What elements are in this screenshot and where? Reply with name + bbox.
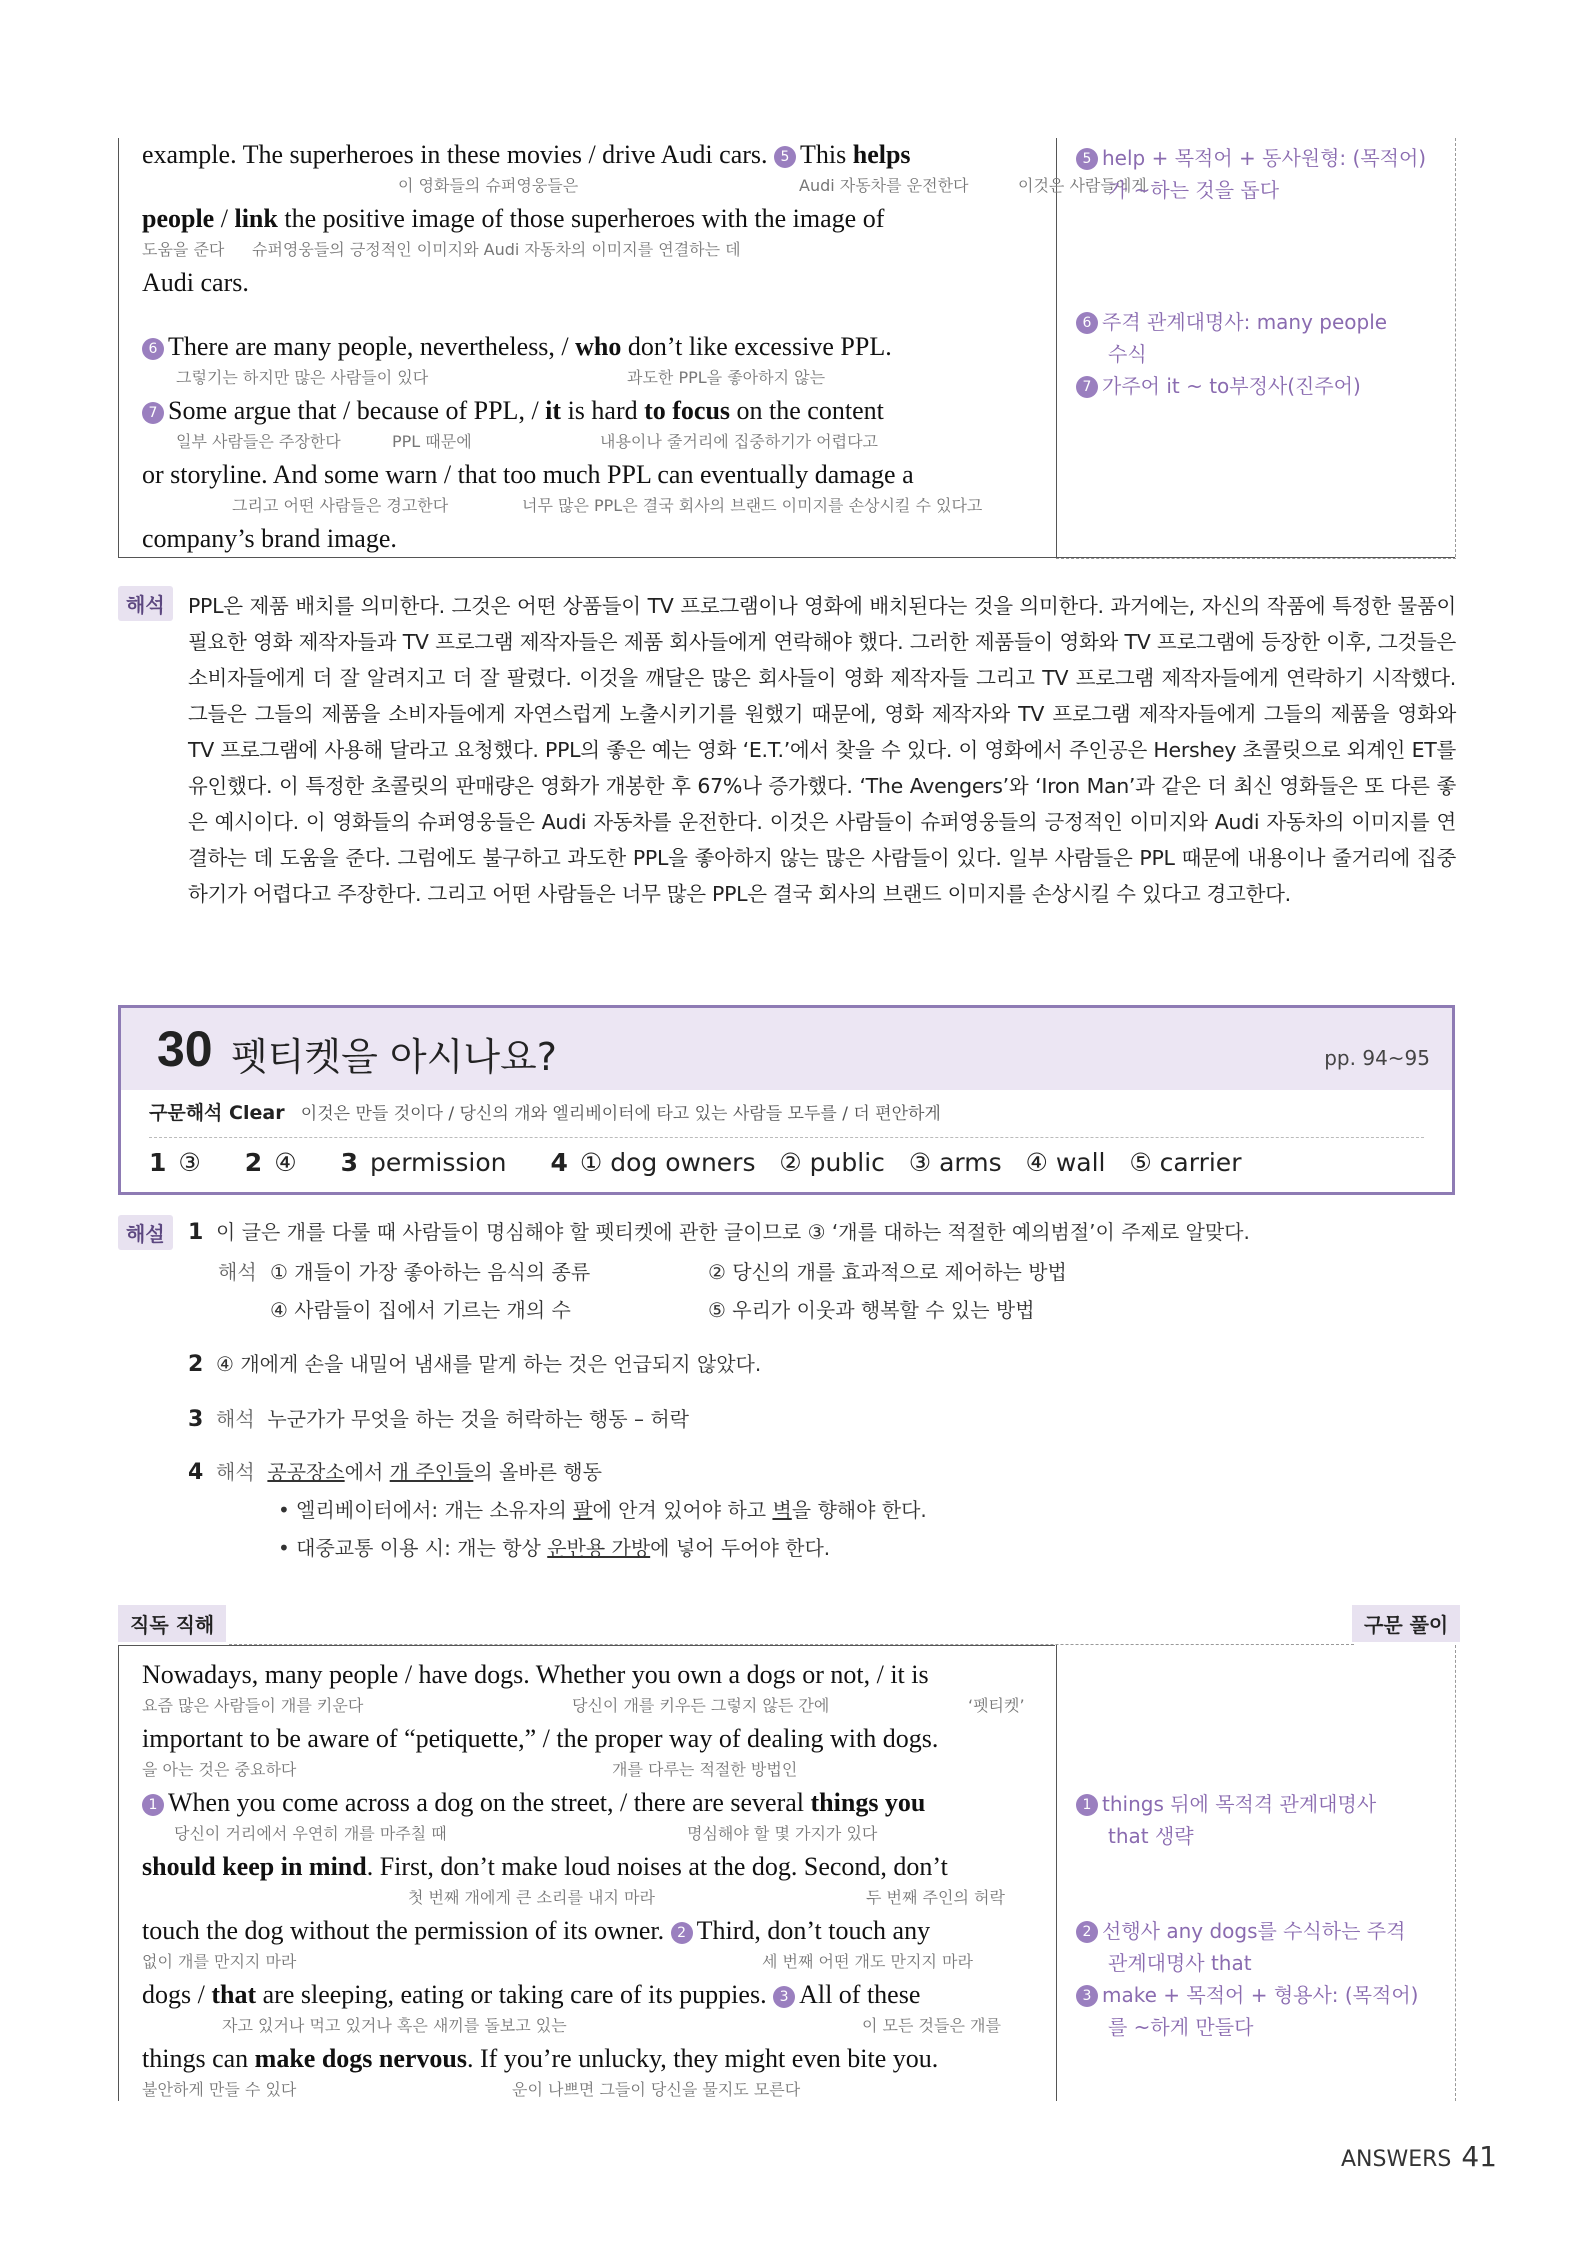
explanation-label: 해설 xyxy=(118,1215,173,1250)
explanation-tag xyxy=(118,1215,173,1250)
korean-gloss: 불안하게 만들 수 있다 xyxy=(142,2080,297,2099)
exp-q4: 4 해석 공공장소에서 개 주인들의 올바른 행동 xyxy=(188,1460,602,1485)
english-line: Nowadays, many people / have dogs. Whether you own a dogs or not, / it is xyxy=(142,1660,929,1689)
dashed-divider xyxy=(149,1137,1424,1138)
english-line: 7 Some argue that / because of PPL, / it is hard to focus on the content xyxy=(142,396,884,426)
english-line: important to be aware of “petiquette,” / the proper way of dealing with dogs. xyxy=(142,1724,939,1753)
syntax-note: 2 선행사 any dogs를 수식하는 주격 관계대명사 that xyxy=(1076,1915,1405,1979)
syntax-note: 1 things 뒤에 목적격 관계대명사 that 생략 xyxy=(1076,1788,1376,1852)
exp-q1-opt1: ① 개들이 가장 좋아하는 음식의 종류 xyxy=(270,1260,591,1284)
korean-gloss: 없이 개를 만지지 마라 xyxy=(142,1952,297,1971)
korean-gloss: 이 모든 것들은 개를 xyxy=(862,2016,1001,2035)
korean-gloss: 일부 사람들은 주장한다 xyxy=(176,432,341,451)
exp-q4-bullet2: • 대중교통 이용 시: 개는 항상 운반용 가방에 넣어 두어야 한다. xyxy=(278,1536,831,1560)
korean-gloss: 슈퍼영웅들의 긍정적인 이미지와 Audi 자동차의 이미지를 연결하는 데 xyxy=(252,240,741,259)
korean-gloss: 과도한 PPL을 좋아하지 않는 xyxy=(627,368,826,387)
english-line: or storyline. And some warn / that too much PPL can eventually damage a xyxy=(142,460,914,489)
note-number: 1 xyxy=(1076,1794,1098,1816)
tab-syntax: 구문 풀이 xyxy=(1352,1605,1460,1642)
dashed-border-bottom xyxy=(1056,558,1456,559)
exp-q1-opt3: ④ 사람들이 집에서 기르는 개의 수 xyxy=(270,1298,571,1322)
english-line: company’s brand image. xyxy=(142,524,397,553)
english-line: things can make dogs nervous. If you’re unlucky, they might even bite you. xyxy=(142,2044,939,2073)
english-line: dogs / that are sleeping, eating or taking care of its puppies. 3 All of these xyxy=(142,1980,921,2009)
korean-gloss: 자고 있거나 먹고 있거나 혹은 새끼를 돌보고 있는 xyxy=(222,2016,567,2035)
dashed-border xyxy=(1455,138,1456,557)
note-number: 5 xyxy=(1076,148,1098,170)
section-30-box xyxy=(118,1005,1455,1195)
korean-gloss: 당신이 거리에서 우연히 개를 마주칠 때 xyxy=(174,1824,447,1843)
korean-gloss: ‘펫티켓’ xyxy=(968,1696,1025,1715)
exp-q1-opt2: ② 당신의 개를 효과적으로 제어하는 방법 xyxy=(708,1260,1067,1284)
section-header xyxy=(121,1008,1452,1090)
english-line: touch the dog without the permission of its owner. 2 Third, don’t touch any xyxy=(142,1916,931,1945)
page-number: 41 xyxy=(1461,2140,1497,2173)
answer-row xyxy=(149,1148,1277,1177)
english-line: should keep in mind. First, don’t make loud noises at the dog. Second, don’t xyxy=(142,1852,948,1881)
english-line: Audi cars. xyxy=(142,268,249,297)
note-number: 2 xyxy=(1076,1921,1098,1943)
korean-gloss: 을 아는 것은 중요하다 xyxy=(142,1760,297,1779)
korean-gloss: 도움을 준다 xyxy=(142,240,225,259)
section-title: 펫티켓을 아시나요? xyxy=(231,1035,557,1079)
korean-gloss: PPL 때문에 xyxy=(392,432,472,451)
section-pages: pp. 94~95 xyxy=(1324,1046,1430,1070)
exp-q1-opt4: ⑤ 우리가 이웃과 행복할 수 있는 방법 xyxy=(708,1298,1035,1322)
section-number: 30 xyxy=(157,1021,213,1077)
exp-q4-bullet1: • 엘리베이터에서: 개는 소유자의 팔에 안겨 있어야 하고 벽을 향해야 한다. xyxy=(278,1498,927,1522)
syntax-note: 3 make + 목적어 + 형용사: (목적어) 를 ~하게 만들다 xyxy=(1076,1979,1418,2043)
box2-top-left xyxy=(118,1645,230,1646)
answer-3: 3 permission xyxy=(340,1148,507,1177)
korean-gloss: 개를 다루는 적절한 방법인 xyxy=(612,1760,798,1779)
footer-label: ANSWERS xyxy=(1340,2147,1452,2172)
answer-1: 1 ③ xyxy=(149,1148,201,1177)
note-number: 7 xyxy=(1076,376,1098,398)
syntax-note: 6 주격 관계대명사: many people 수식 xyxy=(1076,306,1387,370)
column-divider xyxy=(1056,1645,1057,2101)
korean-gloss: 당신이 개를 키우든 그렇지 않든 간에 xyxy=(572,1696,830,1715)
note-number: 3 xyxy=(1076,1985,1098,2007)
answer-4: 4 ① dog owners ② public ③ arms ④ wall ⑤ carrier xyxy=(550,1148,1242,1177)
clear-text: 이것은 만들 것이다 / 당신의 개와 엘리베이터에 타고 있는 사람들 모두를 / 더 편안하게 xyxy=(300,1104,941,1124)
clear-line xyxy=(149,1098,941,1125)
note-number: 6 xyxy=(1076,312,1098,334)
tab-direct-reading: 직독 직해 xyxy=(118,1605,226,1642)
english-line: 1 When you come across a dog on the street, / there are several things you xyxy=(142,1788,925,1818)
column-divider xyxy=(1056,138,1057,558)
answer-2: 2 ④ xyxy=(244,1148,297,1177)
english-line: example. The superheroes in these movies / drive Audi cars. 5 This helps xyxy=(142,140,911,169)
exp-q2: 2 ④ 개에게 손을 내밀어 냄새를 맡게 하는 것은 언급되지 않았다. xyxy=(188,1352,762,1377)
korean-gloss: 이것은 사람들에게 xyxy=(1018,176,1147,195)
exp-q1: 1 이 글은 개를 다룰 때 사람들이 명심해야 할 펫티켓에 관한 글이므로 ③ ‘개를 대하는 적절한 예의범절’이 주제로 알맞다. xyxy=(188,1220,1250,1245)
korean-gloss: 첫 번째 개에게 큰 소리를 내지 마라 xyxy=(408,1888,655,1907)
korean-gloss: Audi 자동차를 운전한다 xyxy=(799,176,969,195)
translation-label: 해석 xyxy=(118,586,173,621)
syntax-note: 7 가주어 it ~ to부정사(진주어) xyxy=(1076,370,1361,402)
korean-gloss: 이 영화들의 슈퍼영웅들은 xyxy=(398,176,579,195)
page-footer xyxy=(1341,2140,1497,2173)
korean-gloss: 그리고 어떤 사람들은 경고한다 xyxy=(232,496,449,515)
translation-tag xyxy=(118,586,173,621)
exp-q1-label: 해석 xyxy=(218,1260,257,1284)
english-line: 6 There are many people, nevertheless, / who don’t like excessive PPL. xyxy=(142,332,892,362)
clear-label: 구문해석 Clear xyxy=(149,1102,285,1124)
korean-gloss: 세 번째 어떤 개도 만지지 마라 xyxy=(762,1952,973,1971)
korean-gloss: 명심해야 할 몇 가지가 있다 xyxy=(687,1824,878,1843)
syntax-note: 5 help + 목적어 + 동사원형: (목적어) 가 ~하는 것을 돕다 xyxy=(1076,142,1426,206)
exp-q3: 3 해석 누군가가 무엇을 하는 것을 허락하는 행동 – 허락 xyxy=(188,1407,689,1432)
dashed-border xyxy=(1455,1645,1456,2101)
korean-gloss: 두 번째 주인의 허락 xyxy=(866,1888,1005,1907)
english-line: people / link the positive image of those superheroes with the image of xyxy=(142,204,885,233)
korean-gloss: 내용이나 줄거리에 집중하기가 어렵다고 xyxy=(600,432,879,451)
korean-gloss: 운이 나쁘면 그들이 당신을 물지도 모른다 xyxy=(512,2080,801,2099)
korean-gloss: 그렇기는 하지만 많은 사람들이 있다 xyxy=(176,368,429,387)
korean-gloss: 너무 많은 PPL은 결국 회사의 브랜드 이미지를 손상시킬 수 있다고 xyxy=(522,496,983,515)
box2-top xyxy=(229,1645,1055,1646)
korean-gloss: 요즘 많은 사람들이 개를 키운다 xyxy=(142,1696,364,1715)
translation-text: PPL은 제품 배치를 의미한다. 그것은 어떤 상품들이 TV 프로그램이나 영화에 배치된다는 것을 의미한다. 과거에는, 자신의 작품에 특정한 물품이 필요한 영화 제작자들과 TV 프로그램 제작자들은 제품 회사들에게 연락해야 했다. 그러한 제품들이 영화와 TV 프로그램에 등장한 이후, 그것들은 소비자들에게 더 잘 알려지고 더 잘 팔렸다. 이것을 깨달은 많은 회사들이 영화 제작자들 그리고 TV 프로그램 제작자들에게 연락하기 시작했다. 그들은 그들의 제품을 소비자들에게 자연스럽게 노출시키기를 원했기 때문에, 영화 제작자와 TV 프로그램 제작자들에게 그들의 제품을 영화와 TV 프로그램에 사용해 달라고 요청했다. PPL의 좋은 예는 영화 ‘E.T.’에서 찾을 수 있다. 이 영화에서 주인공은 Hershey 초콜릿으로 외계인 ET를 유인했다. 이 특정한 초콜릿의 판매량은 영화가 개봉한 후 67%나 증가했다. ‘The Avengers’와 ‘Iron Man’과 같은 더 최신 영화들은 또 다른 좋은 예시이다. 이 영화들의 슈퍼영웅들은 Audi 자동차를 운전한다. 이것은 사람들이 슈퍼영웅들의 긍정적인 이미지와 Audi 자동차의 이미지를 연결하는 데 도움을 준다. 그럼에도 불구하고 과도한 PPL을 좋아하지 않는 많은 사람들이 있다. 일부 사람들은 PPL 때문에 내용이나 줄거리에 집중하기가 어렵다고 주장한다. 그리고 어떤 사람들은 너무 많은 PPL은 결국 회사의 브랜드 이미지를 손상시킬 수 있다고 경고한다. xyxy=(188,594,1456,906)
